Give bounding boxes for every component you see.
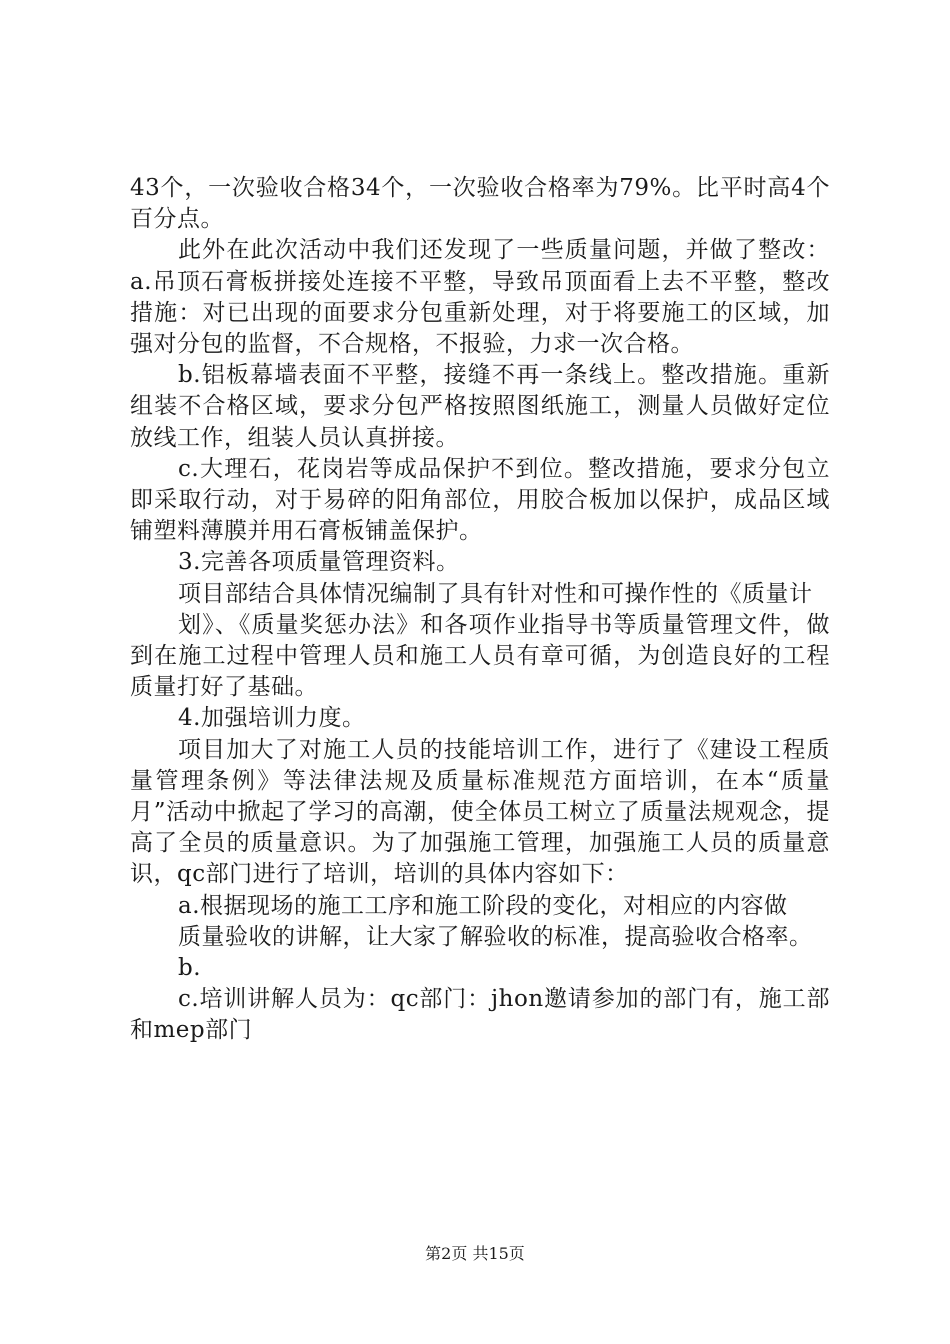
document-body [130,173,830,1047]
paragraph-2: 此外在此次活动中我们还发现了一些质量问题，并做了整改：a.吊顶石膏板拼接处连接不平整，导致吊顶面看上去不平整，整改措施：对已出现的面要求分包重新处理，对于将要施工的区域，加强对分包的监督，不合规格，不报验，力求一次合格。 [130,237,830,358]
paragraph-4: c.大理石，花岗岩等成品保护不到位。整改措施，要求分包立即采取行动，对于易碎的阳角部位，用胶合板加以保护，成品区域铺塑料薄膜并用石膏板铺盖保护。 [130,455,830,545]
paragraph-13: c.培训讲解人员为：qc部门：jhon邀请参加的部门有，施工部和mep部门 [130,986,830,1044]
page-footer [0,1244,950,1264]
paragraph-1: 43个，一次验收合格34个，一次验收合格率为79%。比平时高4个百分点。 [130,175,830,233]
paragraph-7: 划》、《质量奖惩办法》和各项作业指导书等质量管理文件，做到在施工过程中管理人员和施工人员有章可循，为创造良好的工程质量打好了基础。 [130,611,830,701]
paragraph-12: b. [178,955,202,982]
paragraph-3: b.铝板幕墙表面不平整，接缝不再一条线上。整改措施。重新组装不合格区域，要求分包严格按照图纸施工，测量人员做好定位放线工作，组装人员认真拼接。 [130,362,830,451]
paragraph-9: 项目加大了对施工人员的技能培训工作，进行了《建设工程质量管理条例》等法律法规及质量标准规范方面培训，在本“质量月”活动中掀起了学习的高潮，使全体员工树立了质量法规观念，提高了全员的质量意识。为了加强施工管理，加强施工人员的质量意识，qc部门进行了培训，培训的具体内容如下： [130,736,830,888]
section-heading-3: 3.完善各项质量管理资料。 [178,549,460,576]
paragraph-10: a.根据现场的施工工序和施工阶段的变化，对相应的内容做 [178,892,788,919]
section-heading-4: 4.加强培训力度。 [178,705,366,732]
page-number-label: 第2页 共15页 [425,1244,525,1263]
paragraph-6: 项目部结合具体情况编制了具有针对性和可操作性的《质量计 [178,580,813,607]
paragraph-11: 质量验收的讲解，让大家了解验收的标准，提高验收合格率。 [178,923,813,950]
